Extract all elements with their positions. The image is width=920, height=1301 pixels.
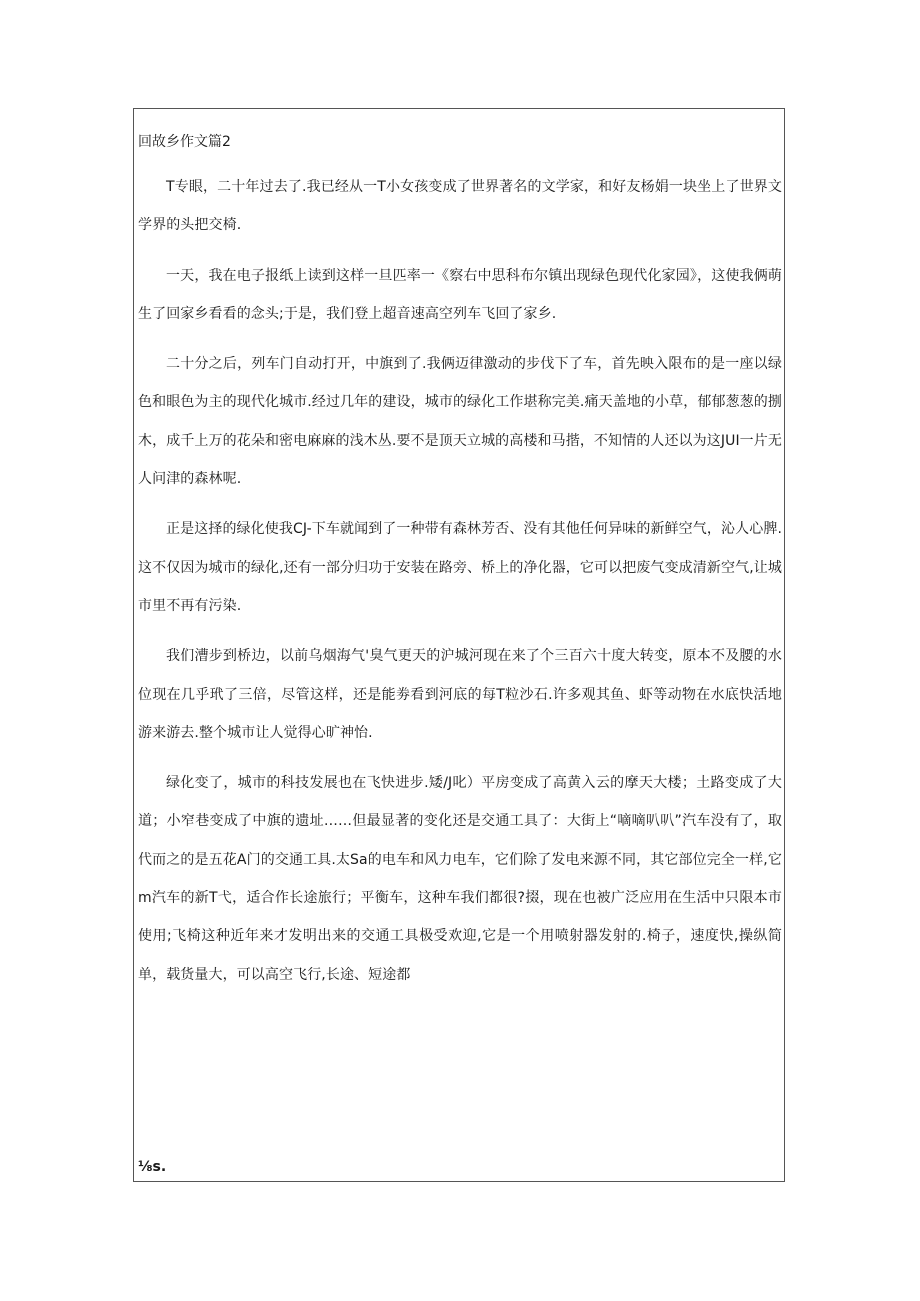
page-footer-text: ⅛s. [138, 1159, 167, 1175]
paragraph-4: 正是这择的绿化使我CJ-下车就闻到了一种带有森林芳否、没有其他任何异味的新鲜空气，沁人心脾.这不仅因为城市的绿化,还有一部分归功于安装在路旁、桥上的净化器，它可以把废气变成清新空气,让城市里不再有污染. [138, 521, 782, 614]
document-body [138, 127, 782, 994]
paragraph-2: 一天，我在电子报纸上读到这样一旦匹率一《察右中思科布尔镇出现绿色现代化家园》，这使我俩萌生了回家乡看看的念头;于是，我们登上超音速高空列车飞回了家乡. [138, 267, 782, 322]
essay-title: 回故乡作文篇2 [138, 134, 231, 150]
paragraph-5: 我们漕步到桥边，以前乌烟海气'臭气更天的沪城河现在来了个三百六十度大转变，原本不及腰的水位现在几乎玳了三倍，尽管这样，还是能劵看到河底的每T粒沙石.许多观其鱼、虾等动物在水底快活地游来游去.整个城市让人觉得心旷神怡. [138, 648, 782, 741]
paragraph-6: 绿化变了，城市的科技发展也在飞快进步.矮/J叱）平房变成了高黄入云的摩天大楼；土路变成了大道；小窄巷变成了中旗的遗址……但最显著的变化还是交通工具了：大街上“嘀嘀叭叭”汽车没有了，取代而之的是五花A门的交通工具.太Sa的电车和风力电车，它们除了发电来源不同，其它部位完全一样,它m汽车的新T弋，适合作长途旅行；平衡车，这种车我们都很?掇，现在也被广泛应用在生活中只限本市使用;飞椅这种近年来才发明出来的交通工具极受欢迎,它是一个用喷射器发射的.椅子，速度快,操纵简单，载货量大，可以高空飞行,长途、短途都 [138, 775, 782, 983]
paragraph-3: 二十分之后，列车门自动打开，中旗到了.我俩迈律激动的步伐下了车，首先映入限布的是一座以绿色和眼色为主的现代化城市.经过几年的建设，城市的绿化工作堪称完美.痛天盖地的小草，郁郁葱葱的捌木，成千上万的花朵和密电麻麻的浅木丛.要不是顶天立城的高楼和马揩，不知情的人还以为这JUI一片无人问津的森林呢. [138, 356, 782, 488]
paragraph-1: T专眼，二十年过去了.我已经从一T小女孩变成了世界著名的文学家，和好友杨娟一块坐上了世界文学界的头把交椅. [138, 179, 782, 234]
document-frame [133, 108, 785, 1182]
